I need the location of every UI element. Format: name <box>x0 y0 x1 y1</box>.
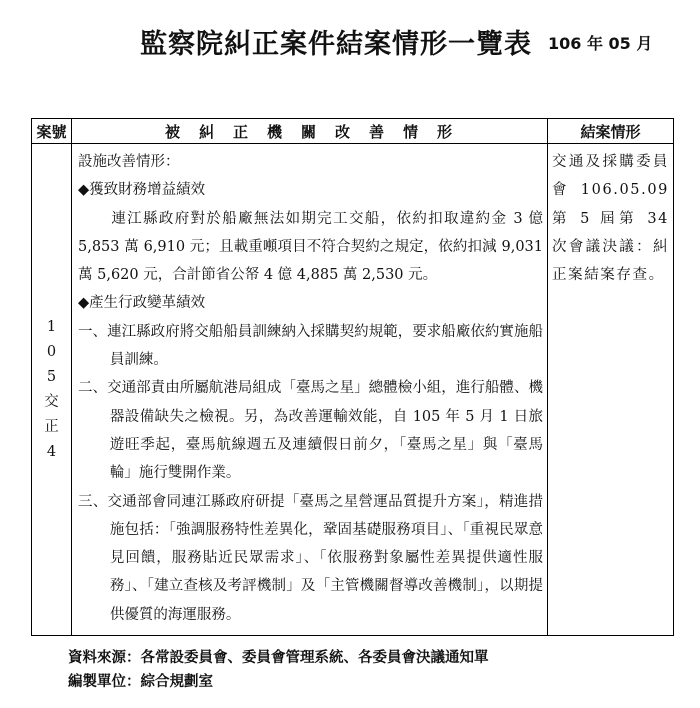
footer <box>68 646 489 694</box>
section1-body: 連江縣政府對於船廠無法如期完工交船，依約扣取違約金 3 億 5,853 萬 6,910 元；且載重噸項目不符合契約之規定，依約扣減 9,031 萬 5,620 元，合計節省公帑 4 億 4,885 萬 2,530 元。 <box>78 210 543 284</box>
header-case-number: 案號 <box>32 119 72 144</box>
case-table <box>31 118 674 636</box>
header-result: 結案情形 <box>548 119 674 144</box>
page-title: 監察院糾正案件結案情形一覽表 <box>140 29 532 60</box>
list-item: 二、交通部責由所屬航港局組成「臺馬之星」總體檢小組，進行船體、機器設備缺失之檢視。另，為改善運輸效能，自 105 年 5 月 1 日旅遊旺季起，臺馬航線週五及連續假日前夕，「臺馬之星」與「臺馬輪」施行雙開作業。 <box>78 380 543 482</box>
compiling-unit: 編製單位：綜合規劃室 <box>68 674 213 690</box>
intro-text: 設施改善情形： <box>78 154 180 170</box>
list-item: 三、交通部會同連江縣政府研提「臺馬之星營運品質提升方案」，精進措施包括：「強調服務特性差異化，鞏固基礎服務項目」、「重視民眾意見回饋，服務貼近民眾需求」、「依服務對象屬性差異提供適性服務」、「建立查核及考評機制」及「主管機關督導改善機制」，以期提供優質的海運服務。 <box>78 493 543 623</box>
improvement-cell <box>72 144 548 636</box>
report-date: 106 年 05 月 <box>548 34 653 53</box>
table-row <box>32 144 674 636</box>
data-source: 資料來源：各常設委員會、委員會管理系統、各委員會決議通知單 <box>68 650 489 666</box>
header-improvement: 被 糾 正 機 關 改 善 情 形 <box>72 119 548 144</box>
case-number: 105交正4 <box>44 318 59 460</box>
case-number-cell <box>32 144 72 636</box>
section1-heading: ◆獲致財務增益績效 <box>78 182 206 199</box>
section2-heading: ◆產生行政變革績效 <box>78 295 206 312</box>
title-row <box>0 22 700 62</box>
list-item: 一、連江縣政府將交船船員訓練納入採購契約規範，要求船廠依約實施船員訓練。 <box>78 323 543 369</box>
result-text: 交通及採購委員會 106.05.09 第 5 屆第 34 次會議決議：糾正案結案存查。 <box>552 154 669 284</box>
result-cell <box>548 144 674 636</box>
table-header-row <box>32 119 674 144</box>
